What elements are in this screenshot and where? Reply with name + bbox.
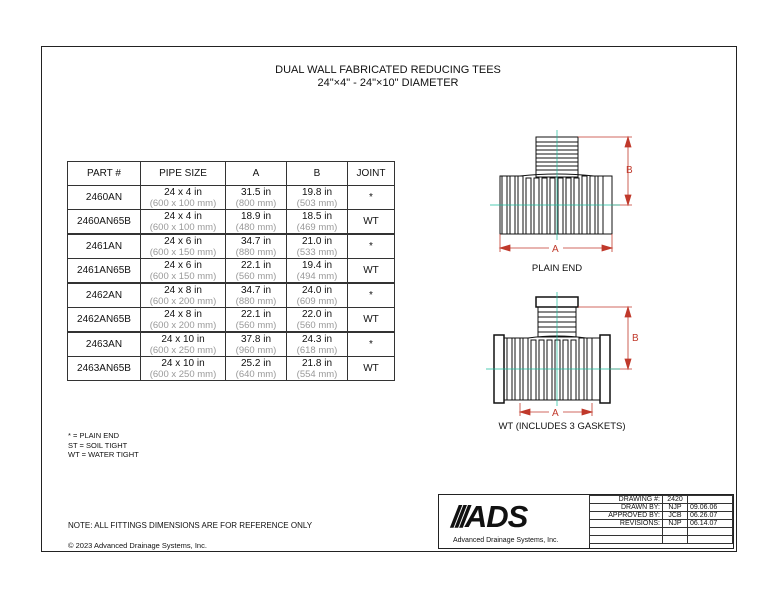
title-block-label: DRAWN BY: (590, 504, 663, 512)
cell-b: 19.8 in (503 mm) (287, 186, 348, 210)
cell-b: 24.3 in (618 mm) (287, 332, 348, 357)
title-block-label (590, 536, 663, 544)
cell-a: 34.7 in (880 mm) (226, 283, 287, 308)
title-block-value (663, 536, 688, 544)
copyright: © 2023 Advanced Drainage Systems, Inc. (68, 541, 207, 550)
cell-part: 2462AN (68, 283, 141, 308)
title-block-label (590, 528, 663, 536)
cell-a: 37.8 in (960 mm) (226, 332, 287, 357)
title-block-value (663, 528, 688, 536)
cell-pipe-size: 24 x 8 in (600 x 200 mm) (141, 308, 226, 333)
cell-part: 2463AN (68, 332, 141, 357)
header-pipe-size: PIPE SIZE (141, 162, 226, 186)
wt-dim-a-label: A (552, 408, 559, 419)
cell-pipe-size: 24 x 4 in (600 x 100 mm) (141, 210, 226, 235)
cell-b: 21.8 in (554 mm) (287, 357, 348, 381)
cell-joint: * (348, 283, 395, 308)
logo-mark: ///ADS (451, 499, 528, 534)
header-part: PART # (68, 162, 141, 186)
cell-joint: WT (348, 210, 395, 235)
title-block-row (590, 536, 733, 544)
title-block-value: NJP (663, 504, 688, 512)
cell-part: 2462AN65B (68, 308, 141, 333)
title-block-row (590, 528, 733, 536)
header-b: B (287, 162, 348, 186)
wt-caption: WT (INCLUDES 3 GASKETS) (498, 421, 626, 432)
cell-part: 2463AN65B (68, 357, 141, 381)
cell-a: 25.2 in (640 mm) (226, 357, 287, 381)
cell-part: 2460AN (68, 186, 141, 210)
title-block-label: APPROVED BY: (590, 512, 663, 520)
cell-a: 18.9 in (480 mm) (226, 210, 287, 235)
cell-a: 22.1 in (560 mm) (226, 259, 287, 284)
title-block-date: 06.26.07 (688, 512, 733, 520)
cell-pipe-size: 24 x 6 in (600 x 150 mm) (141, 234, 226, 259)
cell-b: 19.4 in (494 mm) (287, 259, 348, 284)
cell-part: 2460AN65B (68, 210, 141, 235)
title-block-value: 2420 (663, 496, 688, 504)
cell-part: 2461AN65B (68, 259, 141, 284)
cell-pipe-size: 24 x 8 in (600 x 200 mm) (141, 283, 226, 308)
title-block-date (688, 536, 733, 544)
cell-a: 34.7 in (880 mm) (226, 234, 287, 259)
plain-end-dim-b-label: B (626, 165, 633, 176)
header-joint: JOINT (348, 162, 395, 186)
plain-end-tee-drawing (500, 137, 612, 234)
plain-end-caption: PLAIN END (531, 263, 583, 274)
title-block-row (590, 504, 733, 512)
header-a: A (226, 162, 287, 186)
title-block-value: NJP (663, 520, 688, 528)
cell-joint: WT (348, 259, 395, 284)
title-block (438, 494, 734, 549)
legend-water-tight: WT = WATER TIGHT (68, 450, 139, 459)
cell-joint: WT (348, 357, 395, 381)
cell-pipe-size: 24 x 10 in (600 x 250 mm) (141, 332, 226, 357)
legend-notes (68, 431, 139, 460)
title-block-label: REVISIONS: (590, 520, 663, 528)
cell-pipe-size: 24 x 6 in (600 x 150 mm) (141, 259, 226, 284)
cell-pipe-size: 24 x 4 in (600 x 100 mm) (141, 186, 226, 210)
title-block-table (589, 495, 733, 544)
title-block-row (590, 520, 733, 528)
cell-joint: * (348, 332, 395, 357)
plain-end-dim-a-label: A (552, 244, 559, 255)
cell-joint: * (348, 234, 395, 259)
title-block-row (590, 496, 733, 504)
ads-logo (439, 495, 590, 548)
drawing-subtitle: 24"×4" - 24"×10" DIAMETER (317, 77, 459, 89)
title-block-date (688, 496, 733, 504)
cell-joint: * (348, 186, 395, 210)
cell-a: 22.1 in (560 mm) (226, 308, 287, 333)
legend-plain-end: * = PLAIN END (68, 431, 120, 440)
cell-part: 2461AN (68, 234, 141, 259)
title-block-date: 09.06.06 (688, 504, 733, 512)
title-block-date (688, 528, 733, 536)
title-block-value: JCB (663, 512, 688, 520)
title-block-date: 06.14.07 (688, 520, 733, 528)
title-block-row (590, 512, 733, 520)
cell-b: 18.5 in (469 mm) (287, 210, 348, 235)
title-block-label: DRAWING #: (590, 496, 663, 504)
cell-joint: WT (348, 308, 395, 333)
cell-b: 21.0 in (533 mm) (287, 234, 348, 259)
wt-dim-b-label: B (632, 333, 639, 344)
wt-tee-drawing (494, 297, 610, 403)
drawing-title: DUAL WALL FABRICATED REDUCING TEES (275, 64, 501, 76)
logo-text: ADS (464, 499, 528, 534)
reference-note: NOTE: ALL FITTINGS DIMENSIONS ARE FOR REFERENCE ONLY (68, 521, 313, 530)
cell-pipe-size: 24 x 10 in (600 x 250 mm) (141, 357, 226, 381)
logo-subtitle: Advanced Drainage Systems, Inc. (453, 537, 559, 544)
legend-soil-tight: ST = SOIL TIGHT (68, 440, 128, 450)
cell-b: 24.0 in (609 mm) (287, 283, 348, 308)
cell-a: 31.5 in (800 mm) (226, 186, 287, 210)
cell-b: 22.0 in (560 mm) (287, 308, 348, 333)
